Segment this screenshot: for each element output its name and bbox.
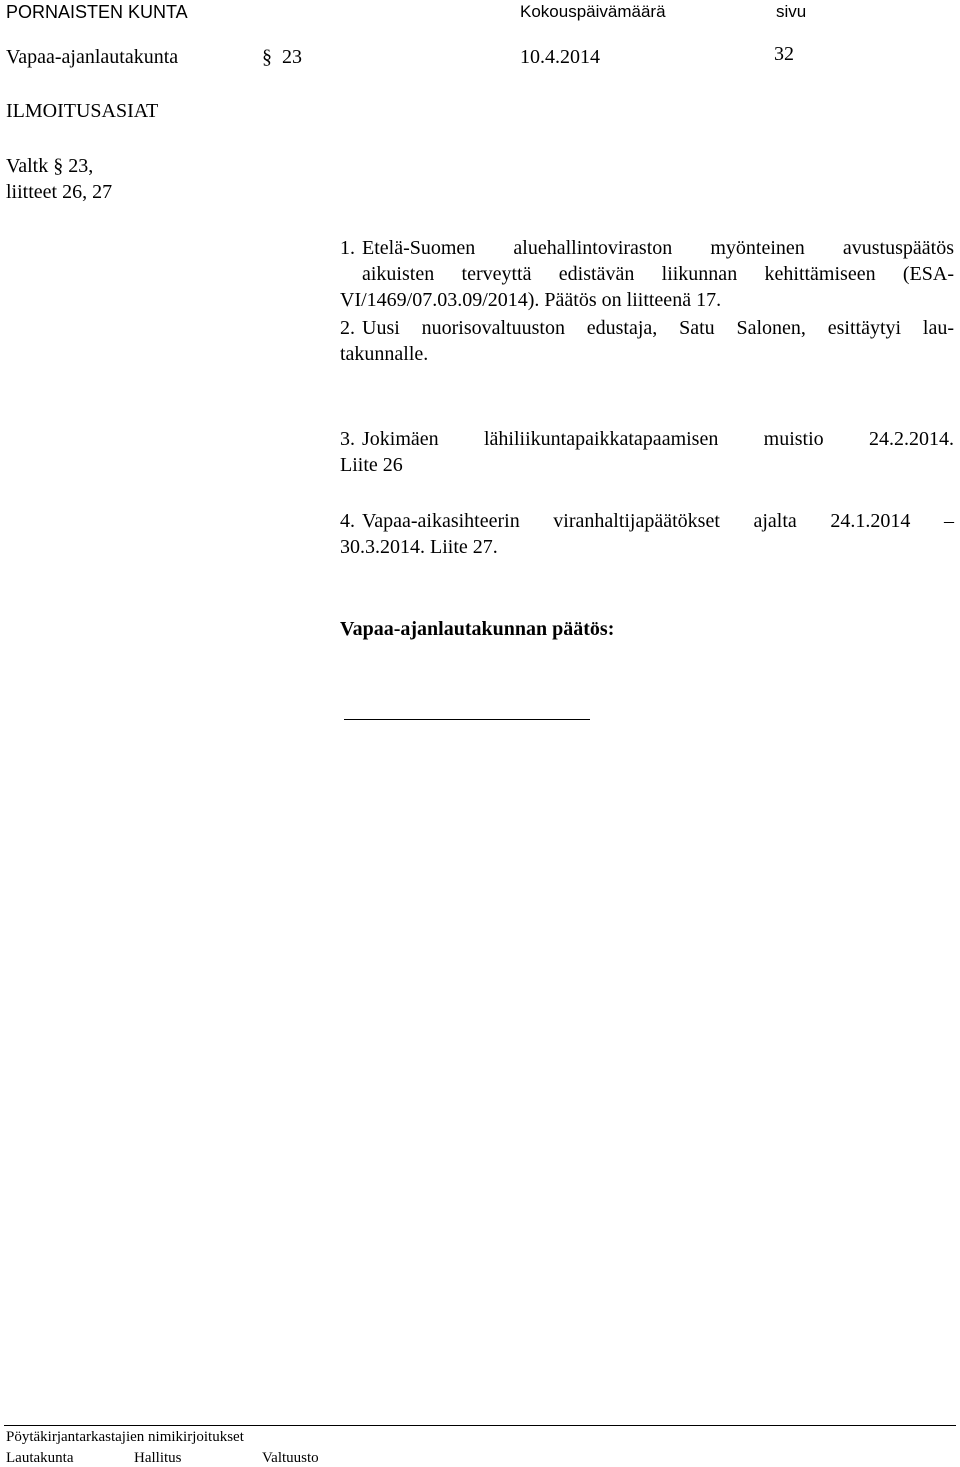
reference-prefix: Valtk [6, 155, 49, 177]
item-line: Etelä-Suomen aluehallintoviraston myönteinen avustuspäätös [362, 237, 954, 259]
list-item [340, 508, 954, 560]
footer-col-valtuusto: Valtuusto [262, 1450, 319, 1466]
page-number: 32 [774, 43, 794, 65]
item-line: Uusi nuorisovaltuuston edustaja, Satu Salonen, esittäytyi lau- [362, 317, 954, 339]
reference-line-1 [6, 155, 93, 178]
page-title: ILMOITUSASIAT [6, 100, 159, 122]
item-line-last: takunnalle. [340, 343, 429, 365]
item-number: 3. [340, 428, 355, 450]
item-line: Jokimäen lähiliikuntapaikkatapaamisen muistio 24.2.2014. [362, 428, 954, 450]
meeting-date-label: Kokouspäivämäärä [520, 2, 666, 21]
item-line: aikuisten terveyttä edistävän liikunnan kehittämiseen (ESA- [362, 263, 954, 285]
organization-name: PORNAISTEN KUNTA [6, 2, 188, 22]
footer-divider [4, 1425, 956, 1426]
item-line: Vapaa-aikasihteerin viranhaltijapäätökset ajalta 24.1.2014 – [362, 510, 954, 532]
item-line-last: Liite 26 [340, 454, 403, 476]
list-item [340, 315, 954, 367]
item-line-last: VI/1469/07.03.09/2014). Päätös on liitteenä 17. [340, 289, 722, 311]
section-number: 23 [282, 46, 302, 68]
signature-line [344, 719, 590, 720]
list-item [340, 426, 954, 478]
footer-col-hallitus: Hallitus [134, 1450, 182, 1466]
item-number: 4. [340, 510, 355, 532]
meeting-date: 10.4.2014 [520, 46, 600, 68]
footer-col-lautakunta: Lautakunta [6, 1450, 74, 1466]
section-sign-icon: § [262, 46, 272, 68]
item-number: 1. [340, 237, 355, 259]
footer-signatures-label: Pöytäkirjantarkastajien nimikirjoitukset [6, 1429, 244, 1445]
list-item [340, 235, 954, 313]
section-sign-icon: § [53, 155, 64, 177]
page-label: sivu [776, 2, 807, 21]
reference-suffix: 23, [68, 155, 94, 177]
board-name: Vapaa-ajanlautakunta [6, 46, 179, 68]
reference-line-2: liitteet 26, 27 [6, 181, 113, 203]
item-line-last: 30.3.2014. Liite 27. [340, 536, 498, 558]
decision-heading: Vapaa-ajanlautakunnan päätös: [340, 618, 615, 640]
item-number: 2. [340, 317, 355, 339]
